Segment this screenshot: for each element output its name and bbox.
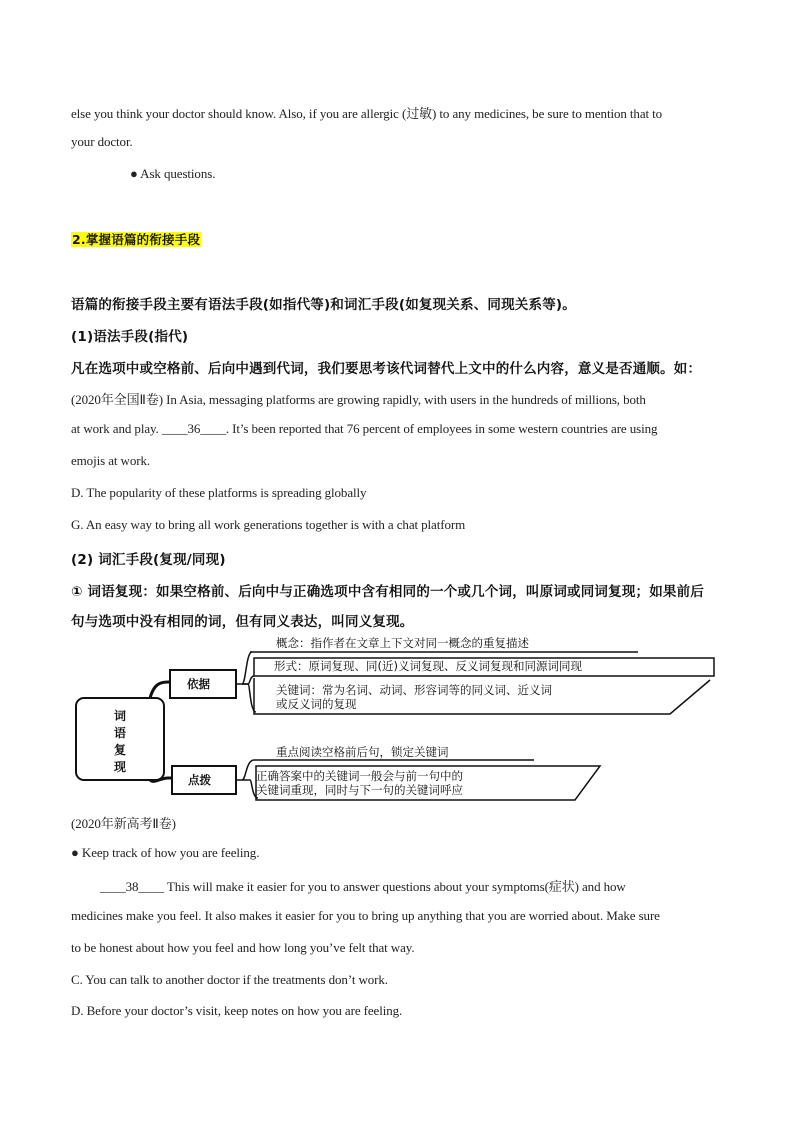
tips-item-1: 重点阅读空格前后句，锁定关键词 bbox=[276, 745, 449, 759]
tips-item-2: 正确答案中的关键词一般会与前一句中的 bbox=[256, 769, 463, 783]
section-title-highlight: 2.掌握语篇的衔接手段 bbox=[72, 232, 201, 247]
option-g: G. An easy way to bring all work generations together is with a chat platform bbox=[71, 517, 466, 532]
option-d: D. The popularity of these platforms is spreading globally bbox=[71, 485, 367, 500]
root-char: 语 bbox=[113, 726, 126, 740]
sub1-description: 凡在选项中或空格前、后向中遇到代词，我们要思考该代词替代上文中的什么内容，意义是否通顺。如： bbox=[71, 361, 702, 377]
example-line: emojis at work. bbox=[71, 453, 151, 468]
option-d: D. Before your doctor’s visit, keep notes on how you are feeling. bbox=[71, 1003, 403, 1018]
branch-basis-label: 依据 bbox=[187, 677, 210, 691]
paragraph-line: your doctor. bbox=[71, 134, 133, 149]
basis-item-keywords-cont: 或反义词的复现 bbox=[276, 697, 357, 711]
sub2-description: ① 词语复现：如果空格前、后向中与正确选项中含有相同的一个或几个词，叫原词或同词复现；如果前后 bbox=[71, 584, 705, 600]
example-line: medicines make you feel. It also makes it easier for you to bring up anything that you are worried about. Make sure bbox=[71, 908, 660, 923]
example-line: to be honest about how you feel and how long you’ve felt that way. bbox=[71, 940, 415, 955]
subheading: (2) 词汇手段(复现/同现) bbox=[71, 552, 226, 568]
example-line: ____38____ This will make it easier for you to answer questions about your symptoms(症状) and how bbox=[100, 879, 626, 894]
tips-item-2-cont: 关键词重现，同时与下一句的关键词呼应 bbox=[256, 783, 463, 797]
paragraph-line: else you think your doctor should know. Also, if you are allergic (过敏) to any medicines, be sure to mention that to bbox=[71, 106, 663, 121]
example-line: (2020年全国Ⅱ卷) In Asia, messaging platforms are growing rapidly, with users in the hundreds of millions, both bbox=[71, 392, 646, 407]
basis-item-form: 形式：原词复现、同(近)义词复现、反义词复现和同源词同现 bbox=[274, 659, 582, 673]
root-char: 现 bbox=[113, 760, 126, 774]
bullet-item: ● Keep track of how you are feeling. bbox=[71, 845, 260, 860]
option-c: C. You can talk to another doctor if the treatments don’t work. bbox=[71, 972, 388, 987]
section-title bbox=[71, 230, 201, 248]
basis-item-keywords: 关键词：常为名词、动词、形容词等的同义词、近义词 bbox=[276, 683, 552, 697]
sub2-description: 句与选项中没有相同的词，但有同义表达，叫同义复现。 bbox=[71, 614, 414, 630]
subheading: (1)语法手段(指代) bbox=[71, 329, 189, 345]
word-repetition-diagram bbox=[70, 632, 730, 807]
basis-item-concept: 概念：指作者在文章上下文对同一概念的重复描述 bbox=[276, 636, 529, 650]
bullet-item: ● Ask questions. bbox=[130, 166, 216, 181]
branch-tips-label: 点拨 bbox=[188, 773, 211, 787]
root-char: 词 bbox=[113, 709, 126, 723]
example-line: at work and play. ____36____. It’s been reported that 76 percent of employees in some western countries are using bbox=[71, 421, 658, 436]
intro-text: 语篇的衔接手段主要有语法手段(如指代等)和词汇手段(如复现关系、同现关系等)。 bbox=[71, 297, 576, 313]
root-char: 复 bbox=[113, 743, 126, 757]
example-source: (2020年新高考Ⅱ卷) bbox=[71, 816, 176, 831]
